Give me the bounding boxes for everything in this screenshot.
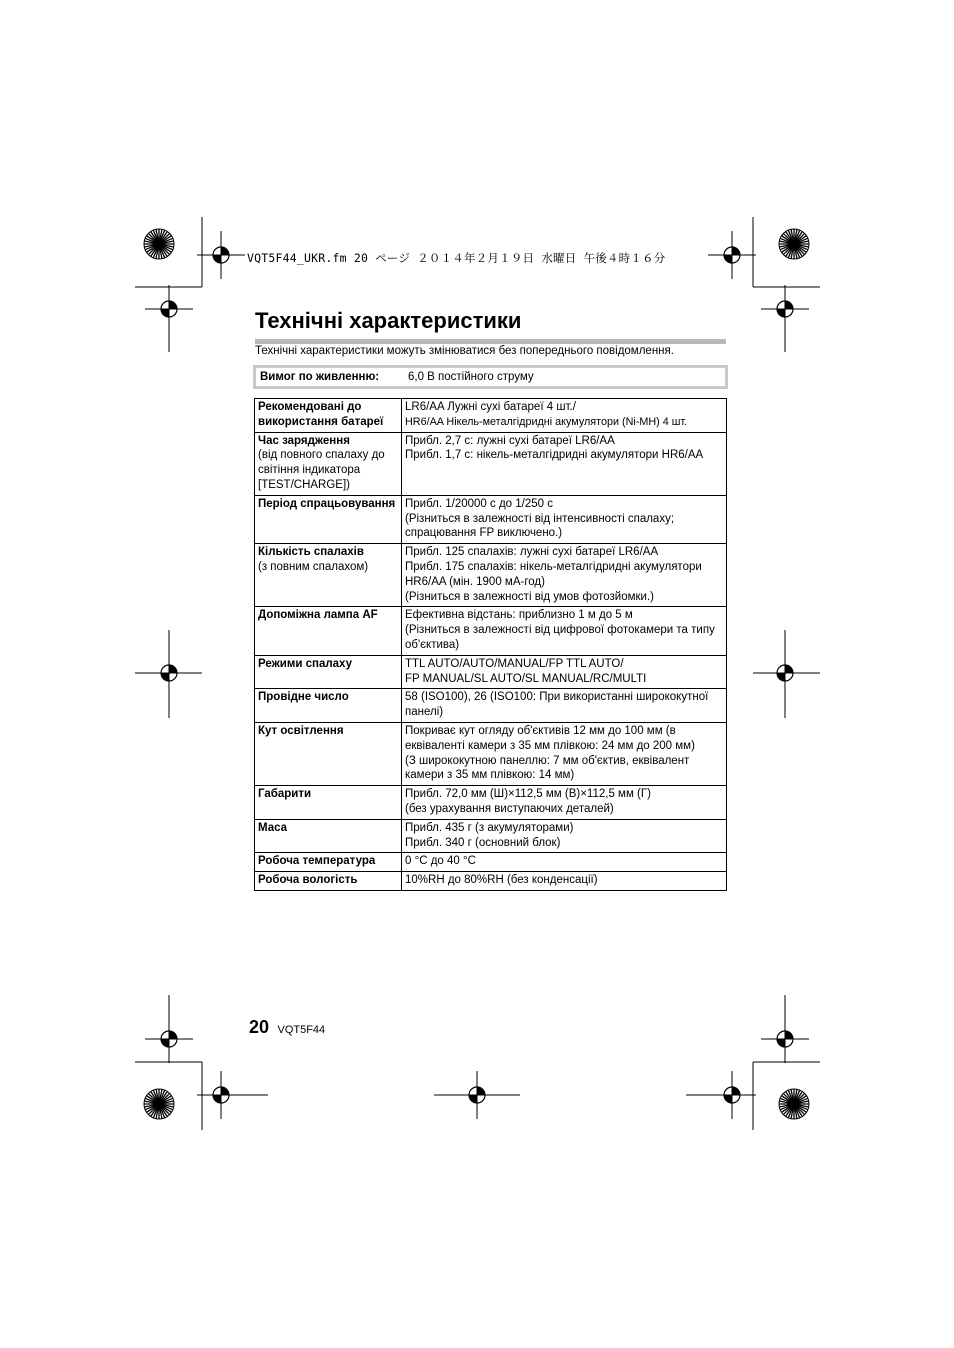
spec-name: Габарити [258, 788, 312, 801]
spec-value-line: (Різниться в залежності від інтенсивності спалаху; спрацювання FP виключено.) [405, 512, 675, 540]
title-underline [255, 339, 726, 344]
spec-name-cell [255, 655, 402, 689]
spec-value-cell [402, 399, 727, 433]
spec-name: Час зарядження [258, 434, 350, 447]
spec-value-cell [402, 432, 727, 495]
spec-name-cell [255, 495, 402, 543]
table-row [255, 722, 727, 785]
spec-name-cell [255, 819, 402, 853]
document-code: VQT5F44 [277, 1024, 326, 1036]
table-row [255, 544, 727, 607]
spec-value-line: LR6/AA Лужні сухі батареї 4 шт./ [405, 401, 576, 413]
spec-name-cell [255, 853, 402, 872]
spec-value-cell [402, 786, 727, 820]
spec-value-line: Прибл. 72,0 мм (Ш)×112,5 мм (В)×112,5 мм (Г) [405, 788, 651, 801]
spec-value-line: Покриває кут огляду об'єктивів 12 мм до 100 мм (в еквіваленті камери з 35 мм плівкою: 24 мм до 200 мм) [405, 724, 695, 752]
spec-value-cell [402, 853, 727, 872]
power-label: Вимог по живленню: [260, 371, 380, 383]
spec-value-cell [402, 607, 727, 655]
spec-name-cell [255, 872, 402, 891]
spec-value-line: Прибл. 125 спалахів: лужні сухі батареї LR6/AA [405, 546, 659, 559]
spec-value-line: Прибл. 1/20000 с до 1/250 с [405, 497, 553, 510]
spec-value-cell [402, 872, 727, 891]
page-footer [249, 1017, 325, 1038]
spec-value-line: 58 (ISO100), 26 (ISO100: При використанні ширококутної панелі) [405, 691, 709, 719]
print-header: VQT5F44_UKR.fm 20 ページ ２０１４年２月１９日 水曜日 午後４時１６分 [247, 251, 666, 265]
spec-name: Маса [258, 821, 288, 834]
table-row [255, 655, 727, 689]
spec-name: Рекомендовані до використання батареї [258, 401, 384, 428]
spec-value-line: 0 °C до 40 °C [405, 855, 476, 868]
spec-value-cell [402, 495, 727, 543]
page-number: 20 [249, 1017, 270, 1037]
table-row [255, 689, 727, 723]
spec-name-cell [255, 432, 402, 495]
spec-value-line: Прибл. 2,7 с: лужні сухі батареї LR6/AA [405, 434, 615, 447]
table-row [255, 872, 727, 891]
spec-name: Кількість спалахів [258, 546, 364, 559]
power-requirement-box [253, 365, 728, 389]
table-row [255, 607, 727, 655]
spec-value-line: Прибл. 340 г (основний блок) [405, 836, 561, 849]
spec-value-line: HR6/AA Нікель-металгідридні акумулятори (Ni-MH) 4 шт. [405, 415, 688, 428]
spec-name-cell [255, 689, 402, 723]
spec-name: Період спрацьовування [258, 497, 396, 510]
spec-value-line: (Різниться в залежності від цифрової фотокамери та типу об'єктива) [405, 624, 715, 651]
spec-value-line: Ефективна відстань: приблизно 1 м до 5 м [405, 609, 633, 622]
spec-name-cell [255, 722, 402, 785]
spec-value-cell [402, 722, 727, 785]
power-value: 6,0 В постійного струму [408, 371, 534, 383]
spec-value-line: Прибл. 435 г (з акумуляторами) [405, 821, 574, 834]
table-row [255, 786, 727, 820]
spec-name: Допоміжна лампа AF [258, 609, 378, 622]
table-row [255, 819, 727, 853]
spec-name: Режими спалаху [258, 657, 352, 670]
table-row [255, 495, 727, 543]
spec-value-line: Прибл. 175 спалахів: нікель-металгідридні акумулятори HR6/AA (мін. 1900 мА-год) [405, 560, 702, 588]
spec-name: Провідне число [258, 691, 349, 704]
spec-name-note: (від повного спалаху до світіння індикатора [TEST/CHARGE]) [258, 449, 385, 491]
spec-name-cell [255, 399, 402, 433]
spec-value-line: FP MANUAL/SL AUTO/SL MANUAL/RC/MULTI [405, 672, 647, 685]
table-row [255, 432, 727, 495]
spec-name-note: (з повним спалахом) [258, 560, 369, 573]
page-title: Технічні характеристики [255, 308, 522, 333]
table-row [255, 853, 727, 872]
spec-name: Робоча вологість [258, 874, 358, 887]
spec-value-cell [402, 689, 727, 723]
intro-text: Технічні характеристики можуть змінюватися без попереднього повідомлення. [255, 345, 674, 357]
spec-name: Робоча температура [258, 855, 376, 868]
spec-name-cell [255, 544, 402, 607]
spec-name-cell [255, 607, 402, 655]
spec-name: Кут освітлення [258, 724, 344, 737]
spec-value-cell [402, 819, 727, 853]
spec-value-line: (без урахування виступаючих деталей) [405, 802, 614, 815]
specifications-table [254, 398, 727, 891]
spec-name-cell [255, 786, 402, 820]
spec-value-line: TTL AUTO/AUTO/MANUAL/FP TTL AUTO/ [405, 657, 624, 670]
spec-value-cell [402, 655, 727, 689]
spec-value-line: 10%RH до 80%RH (без конденсації) [405, 874, 598, 887]
spec-value-cell [402, 544, 727, 607]
spec-value-line: (З ширококутною панеллю: 7 мм об'єктив, еквівалент камери з 35 мм плівкою: 14 мм) [405, 754, 690, 782]
spec-value-line: (Різниться в залежності від умов фотозйомки.) [405, 590, 654, 603]
table-row [255, 399, 727, 433]
spec-value-line: Прибл. 1,7 с: нікель-металгідридні акумулятори HR6/AA [405, 449, 704, 462]
